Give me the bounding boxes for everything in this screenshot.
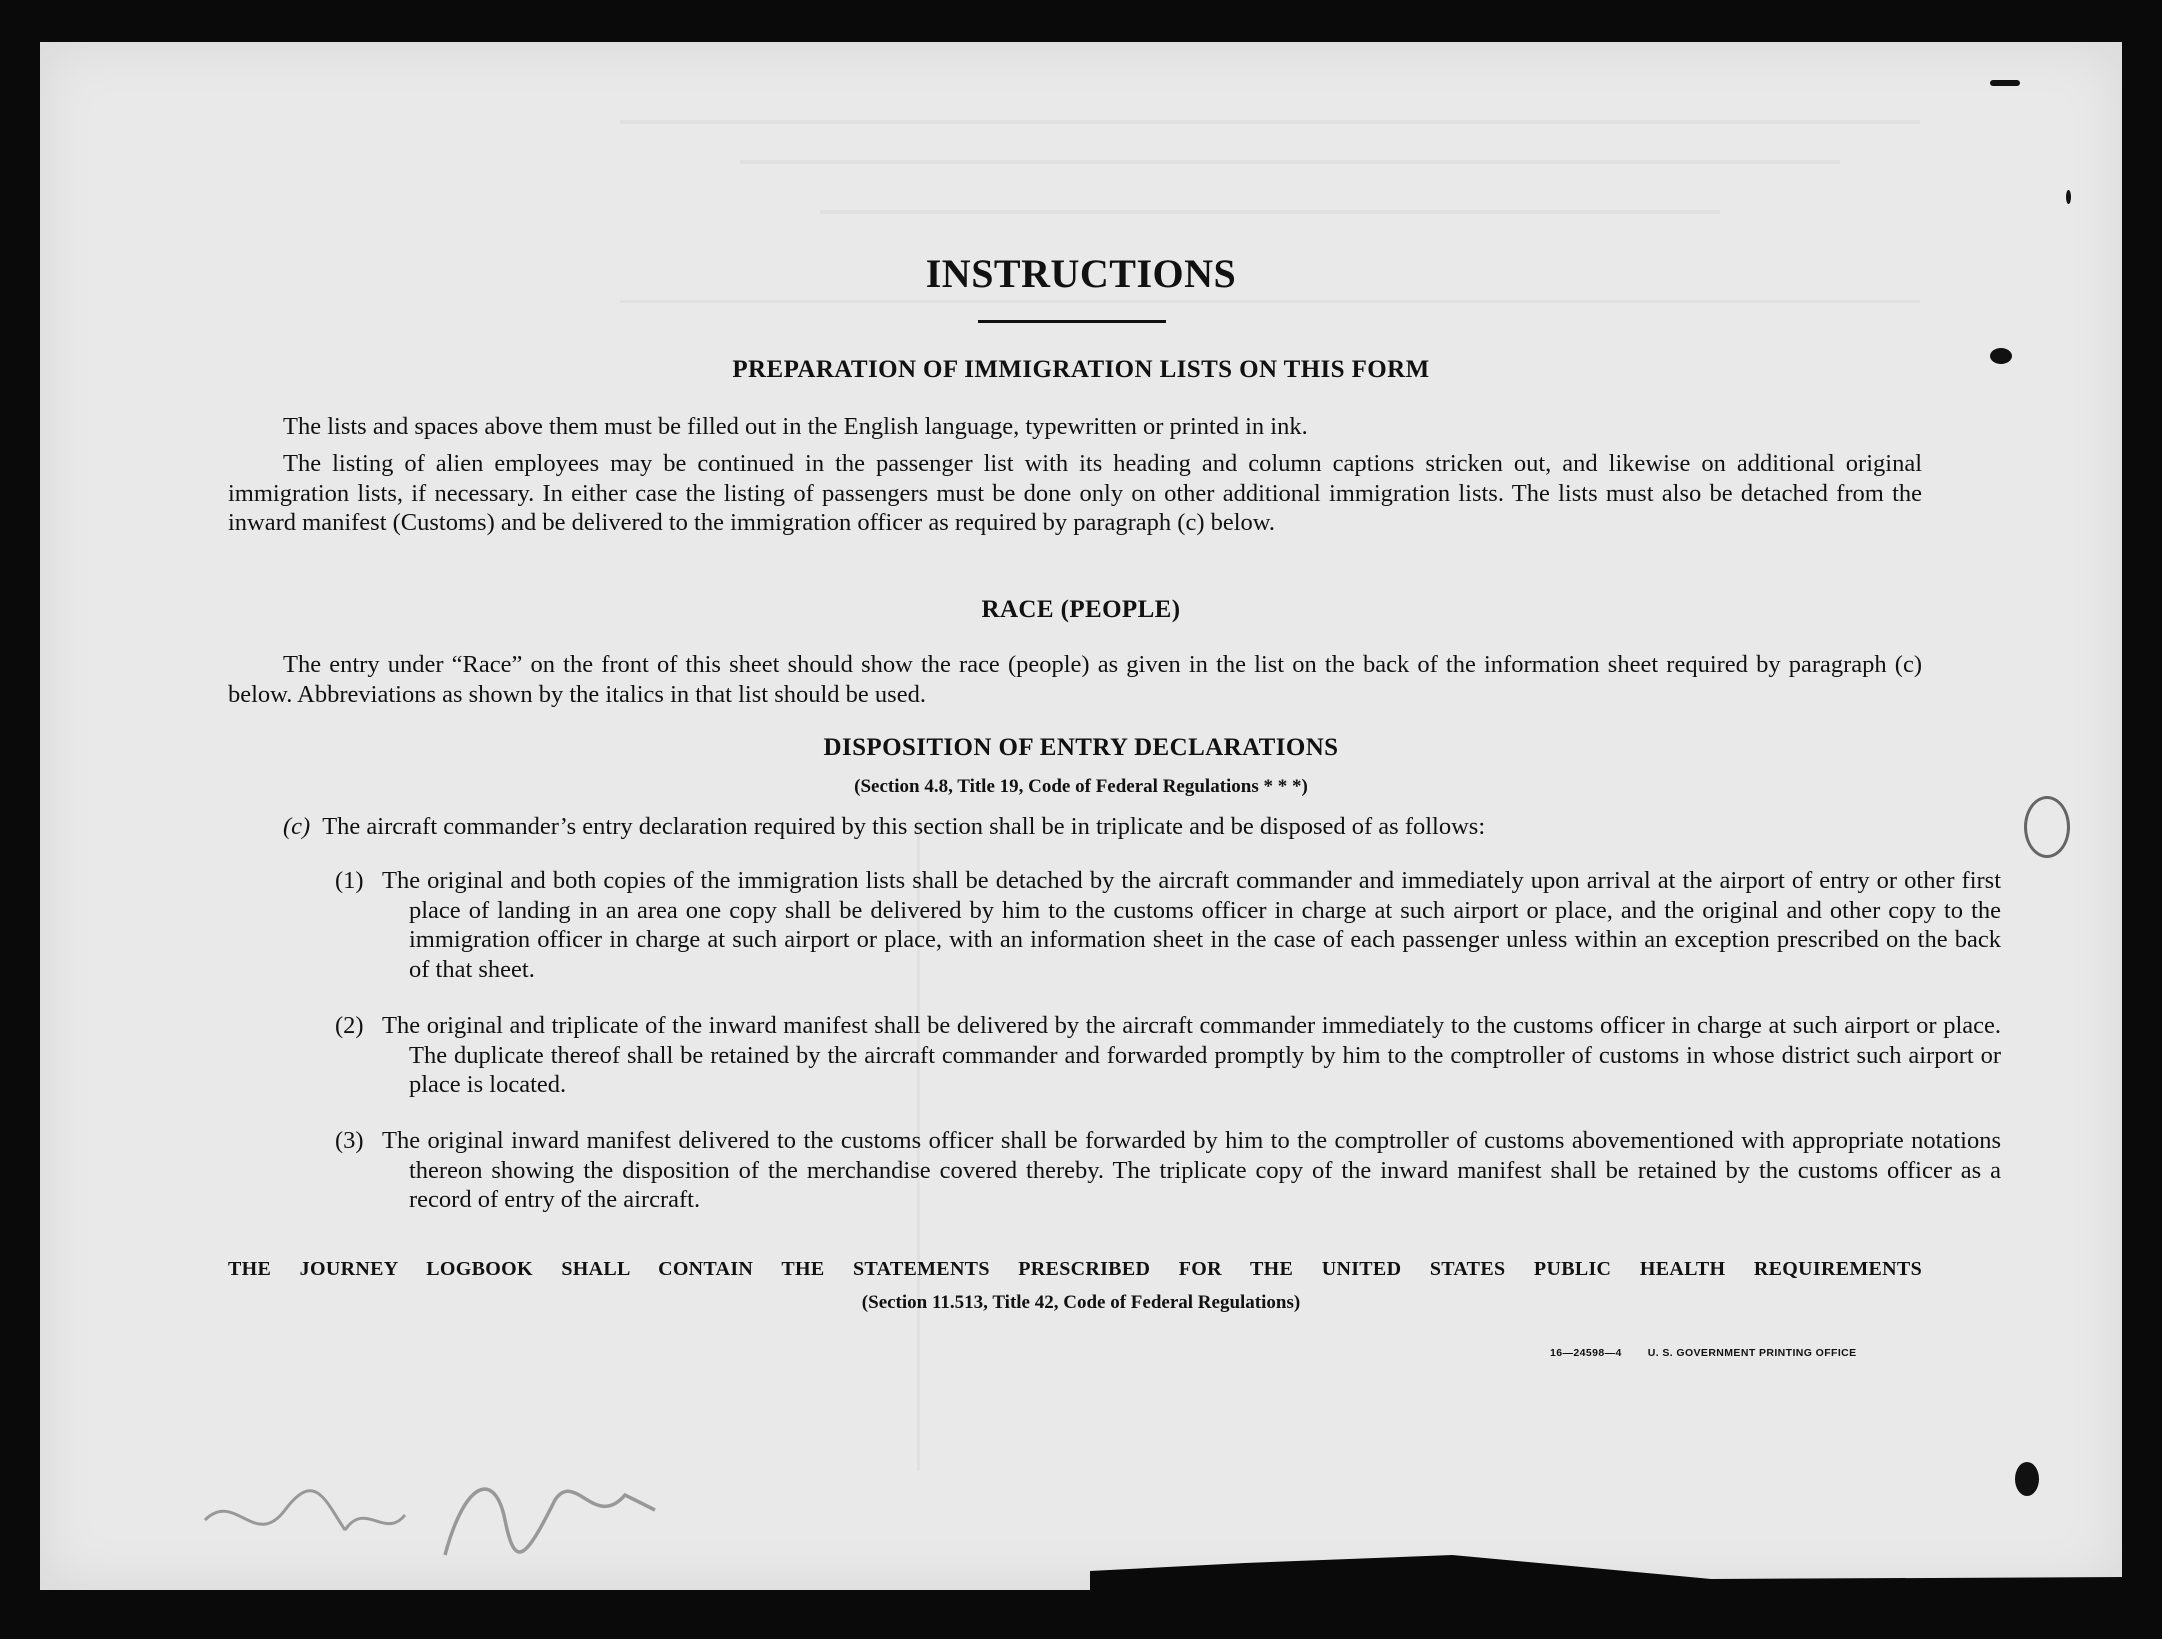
disposition-heading: DISPOSITION OF ENTRY DECLARATIONS [823, 734, 1339, 761]
item-number: (1) [335, 867, 364, 894]
disposition-item-1 [335, 866, 2001, 984]
printer-imprint [1550, 1347, 1883, 1359]
ink-speck [2066, 190, 2071, 204]
health-requirements-reference: (Section 11.513, Title 42, Code of Federal Regulations) [861, 1292, 1301, 1313]
race-heading: RACE (PEOPLE) [981, 596, 1181, 623]
preparation-paragraph-2: The listing of alien employees may be continued in the passenger list with its heading and column captions stricken out, and likewise on additional original immigration lists, if necessary. In either case the listing of passengers must be done only on other additional immigration lists. The lists must also be detached from the inward manifest (Customs) and be delivered to the immigration officer as required by paragraph (c) below. [228, 450, 1922, 536]
health-requirements-statement: THE JOURNEY LOGBOOK SHALL CONTAIN THE STATEMENTS PRESCRIBED FOR THE UNITED STATES PUBLIC HEALTH REQUIREMENTS [228, 1258, 1922, 1280]
disposition-intro-text: The aircraft commander’s entry declaration required by this section shall be in triplicate and be disposed of as follows: [322, 813, 1486, 840]
ink-speck [1990, 348, 2012, 364]
title-underline [978, 320, 1166, 323]
race-paragraph: The entry under “Race” on the front of this sheet should show the race (people) as given in the list on the back of the information sheet required by paragraph (c) below. Abbreviations as shown by the italics in that list should be used. [228, 651, 1922, 708]
disposition-item-3 [335, 1126, 2001, 1215]
item-text: The original and triplicate of the inward manifest shall be delivered by the aircraft commander immediately to the customs officer in charge at such airport or place. The duplicate thereof shall be retained by the aircraft commander and forwarded promptly by him to the comptroller of customs in whose district such airport or place is located. [382, 1012, 2001, 1098]
page-title: INSTRUCTIONS [925, 251, 1237, 296]
item-text: The original and both copies of the immigration lists shall be detached by the aircraft commander and immediately upon arrival at the airport of entry or other first place of landing in an area one copy shall be delivered by him to the customs officer in charge at such airport or place, and the original and other copy to the immigration officer in charge at such airport or place, with an information sheet in the case of each passenger unless within an exception prescribed on the back of that sheet. [382, 867, 2001, 983]
item-number: (2) [335, 1012, 364, 1039]
disposition-intro [283, 812, 1923, 842]
circled-annotation [2024, 796, 2070, 858]
disposition-reference: (Section 4.8, Title 19, Code of Federal Regulations * * *) [854, 776, 1308, 797]
handwritten-signature [195, 1460, 665, 1580]
torn-edge [1090, 1555, 2125, 1595]
item-text: The original inward manifest delivered to the customs officer shall be forwarded by him to the comptroller of customs abovementioned with appropriate notations thereon showing the disposition of the merchandise covered thereby. The triplicate copy of the inward manifest shall be retained by the customs officer as a record of entry of the aircraft. [382, 1127, 2001, 1213]
ink-speck [1990, 80, 2020, 86]
form-number: 16—24598—4 [1550, 1347, 1622, 1359]
paragraph-label: (c) [283, 813, 311, 840]
disposition-item-2 [335, 1011, 2001, 1100]
preparation-heading: PREPARATION OF IMMIGRATION LISTS ON THIS FORM [732, 356, 1430, 383]
preparation-paragraph-1: The lists and spaces above them must be filled out in the English language, typewritten or printed in ink. [283, 413, 1308, 440]
item-number: (3) [335, 1127, 364, 1154]
ink-speck [2015, 1462, 2039, 1496]
printer-name: U. S. GOVERNMENT PRINTING OFFICE [1647, 1347, 1857, 1359]
